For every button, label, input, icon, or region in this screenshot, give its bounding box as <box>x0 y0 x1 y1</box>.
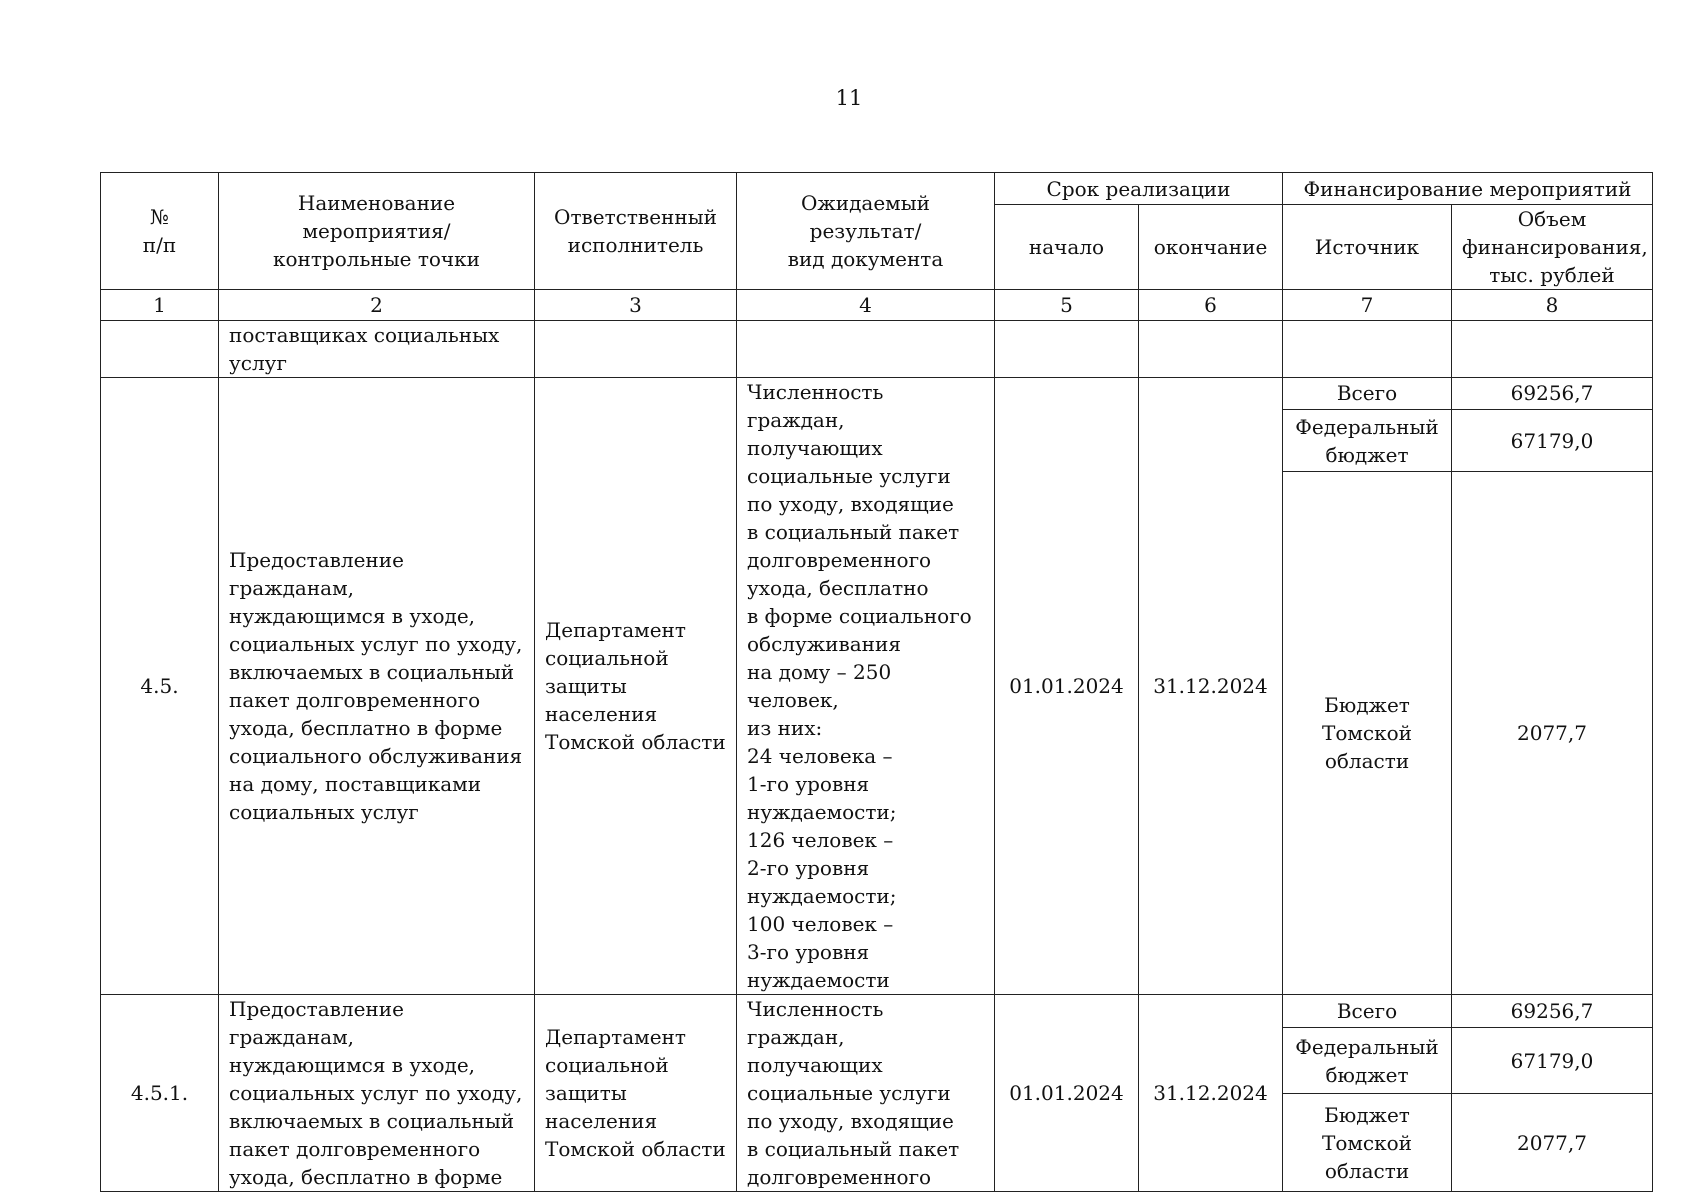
column-number: 1 <box>101 290 219 321</box>
funding-source <box>1283 409 1452 471</box>
column-number: 5 <box>995 290 1139 321</box>
column-number: 4 <box>737 290 995 321</box>
text-line: 2-го уровня <box>747 856 870 880</box>
row-num: 4.5.1. <box>101 995 219 1192</box>
row-source <box>1283 321 1452 378</box>
text-line: защиты <box>545 1081 627 1105</box>
text-line: Бюджет <box>1324 693 1410 718</box>
text-line: 126 человек – <box>747 828 894 852</box>
text-line: социальной <box>545 646 669 670</box>
text-line: 3-го уровня <box>747 940 870 964</box>
text-line: долговременного <box>747 548 932 572</box>
text-line: защиты <box>545 674 627 698</box>
activities-table <box>100 172 1653 1192</box>
text-line: населения <box>545 1109 658 1133</box>
text-line: в социальный пакет <box>747 520 960 544</box>
text-line: Предоставление гражданам, <box>229 997 404 1049</box>
row-responsible <box>535 995 737 1192</box>
text-line: социальные услуги <box>747 1081 951 1105</box>
text-line: социального обслуживания <box>229 744 523 768</box>
row-start: 01.01.2024 <box>995 995 1139 1192</box>
funding-amount: 69256,7 <box>1452 378 1653 410</box>
text-line: поставщиках социальных <box>229 323 500 347</box>
text-line: бюджет <box>1325 442 1409 467</box>
text-line: Предоставление гражданам, <box>229 548 404 600</box>
text-line: 100 человек – <box>747 912 894 936</box>
row-end: 31.12.2024 <box>1139 378 1283 995</box>
text-line: нуждаемости; <box>747 800 897 824</box>
text-line: социальных услуг по уходу, <box>229 1081 523 1105</box>
text-line: обслуживания <box>747 632 901 656</box>
text-line: Ответственный <box>554 205 717 229</box>
text-line: Наименование <box>297 191 456 215</box>
row-name <box>219 321 535 378</box>
table-row <box>101 321 1653 378</box>
text-line: нуждаемости; <box>747 884 897 908</box>
text-line: № <box>150 205 169 229</box>
text-line: бюджет <box>1325 1062 1409 1087</box>
text-line: вид документа <box>787 247 944 271</box>
table-row <box>101 378 1653 410</box>
page-number: 11 <box>835 86 863 110</box>
row-start: 01.01.2024 <box>995 378 1139 995</box>
text-line: Ожидаемый <box>800 191 930 215</box>
text-line: социальные услуги <box>747 464 951 488</box>
header-source: Источник <box>1283 205 1452 290</box>
text-line: Томской <box>1321 721 1412 746</box>
text-line: услуг <box>229 351 287 375</box>
funding-source <box>1283 995 1452 1028</box>
funding-source <box>1283 1094 1452 1192</box>
column-number: 2 <box>219 290 535 321</box>
text-line: включаемых в социальный <box>229 1109 515 1133</box>
text-line: включаемых в социальный <box>229 660 515 684</box>
header-volume <box>1452 205 1653 290</box>
text-line: нуждающимся в уходе, <box>229 1053 476 1077</box>
row-result <box>737 995 995 1192</box>
funding-amount: 67179,0 <box>1452 409 1653 471</box>
row-name <box>219 995 535 1192</box>
text-line: Численность граждан, <box>747 380 884 432</box>
funding-amount: 67179,0 <box>1452 1028 1653 1094</box>
row-name <box>219 378 535 995</box>
row-result <box>737 321 995 378</box>
table-row <box>101 995 1653 1028</box>
text-line: населения <box>545 702 658 726</box>
text-line: ухода, бесплатно в форме <box>229 1165 503 1189</box>
text-line: области <box>1324 749 1410 774</box>
text-line: в форме социального <box>747 604 972 628</box>
text-line: социальных услуг по уходу, <box>229 632 523 656</box>
text-line: по уходу, входящие <box>747 492 954 516</box>
column-number: 3 <box>535 290 737 321</box>
text-line: на дому, поставщиками <box>229 772 482 796</box>
text-line: Объем <box>1517 207 1587 231</box>
funding-source <box>1283 1028 1452 1094</box>
text-line: финансирования, <box>1462 235 1648 259</box>
column-number: 7 <box>1283 290 1452 321</box>
text-line: на дому – 250 человек, <box>747 660 892 712</box>
text-line: Департамент <box>545 618 686 642</box>
row-num: 4.5. <box>101 378 219 995</box>
text-line: мероприятия/ <box>302 219 451 243</box>
row-responsible <box>535 321 737 378</box>
row-responsible <box>535 378 737 995</box>
text-line: исполнитель <box>567 233 704 257</box>
header-result <box>737 173 995 290</box>
row-start <box>995 321 1139 378</box>
text-line: нуждаемости <box>747 968 890 992</box>
funding-source <box>1283 472 1452 995</box>
text-line: из них: <box>747 716 823 740</box>
text-line: получающих <box>747 436 883 460</box>
text-line: Всего <box>1336 381 1398 406</box>
funding-amount: 2077,7 <box>1452 472 1653 995</box>
text-line: 1-го уровня <box>747 772 870 796</box>
row-amount <box>1452 321 1653 378</box>
funding-amount: 69256,7 <box>1452 995 1653 1028</box>
text-line: в социальный пакет <box>747 1137 960 1161</box>
column-number: 6 <box>1139 290 1283 321</box>
text-line: Департамент <box>545 1025 686 1049</box>
header-start: начало <box>995 205 1139 290</box>
text-line: 24 человека – <box>747 744 893 768</box>
header-name <box>219 173 535 290</box>
text-line: Томской области <box>545 1137 726 1161</box>
text-line: контрольные точки <box>273 247 480 271</box>
row-end <box>1139 321 1283 378</box>
text-line: Федеральный <box>1295 1034 1439 1059</box>
text-line: области <box>1324 1158 1410 1183</box>
text-line: Томской области <box>545 730 726 754</box>
text-line: результат/ <box>809 219 922 243</box>
column-numbers-row <box>101 290 1653 321</box>
row-result <box>737 378 995 995</box>
column-number: 8 <box>1452 290 1653 321</box>
row-num <box>101 321 219 378</box>
header-num <box>101 173 219 290</box>
text-line: получающих <box>747 1053 883 1077</box>
text-line: долговременного <box>747 1165 932 1189</box>
text-line: по уходу, входящие <box>747 1109 954 1133</box>
text-line: социальной <box>545 1053 669 1077</box>
header-end: окончание <box>1139 205 1283 290</box>
row-end: 31.12.2024 <box>1139 995 1283 1192</box>
text-line: ухода, бесплатно в форме <box>229 716 503 740</box>
text-line: нуждающимся в уходе, <box>229 604 476 628</box>
text-line: п/п <box>142 233 177 257</box>
text-line: пакет долговременного <box>229 1137 481 1161</box>
text-line: Численность граждан, <box>747 997 884 1049</box>
text-line: ухода, бесплатно <box>747 576 929 600</box>
text-line: Томской <box>1321 1130 1412 1155</box>
header-responsible <box>535 173 737 290</box>
text-line: Бюджет <box>1324 1102 1410 1127</box>
funding-amount: 2077,7 <box>1452 1094 1653 1192</box>
text-line: пакет долговременного <box>229 688 481 712</box>
text-line: Всего <box>1336 999 1398 1024</box>
text-line: Федеральный <box>1295 414 1439 439</box>
header-term-group: Срок реализации <box>995 173 1283 205</box>
header-funding-group: Финансирование мероприятий <box>1283 173 1653 205</box>
text-line: социальных услуг <box>229 800 419 824</box>
text-line: тыс. рублей <box>1489 263 1615 287</box>
funding-source <box>1283 378 1452 410</box>
